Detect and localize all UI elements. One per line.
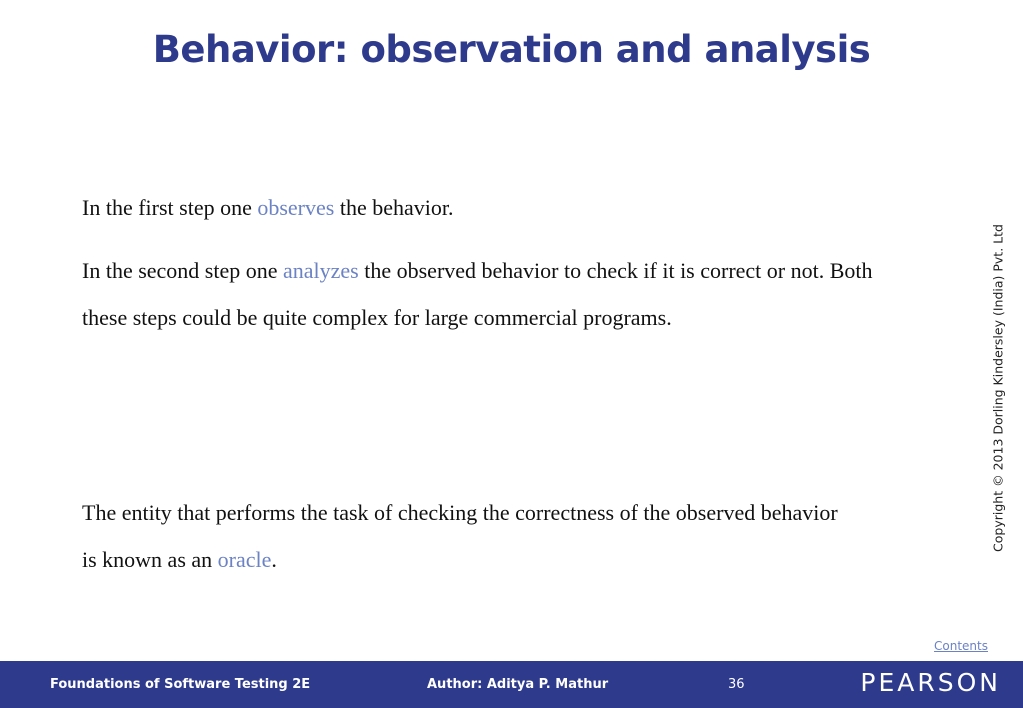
copyright-notice: Copyright © 2013 Dorling Kindersley (India) Pvt. Ltd	[990, 224, 1006, 552]
paragraph-observe-text-before: In the first step one	[82, 195, 258, 220]
paragraph-oracle-text-after: .	[271, 547, 277, 572]
contents-link[interactable]: Contents	[934, 639, 988, 653]
slide-title: Behavior: observation and analysis	[152, 28, 871, 71]
keyword-oracle: oracle	[217, 547, 272, 572]
footer-bar	[0, 661, 1023, 708]
paragraph-oracle	[82, 489, 842, 583]
page-number: 36	[728, 677, 745, 692]
keyword-analyzes: analyzes	[283, 258, 359, 283]
paragraph-analyze	[82, 247, 912, 341]
paragraph-observe-text-after: the behavior.	[334, 195, 454, 220]
paragraph-observe	[82, 184, 912, 231]
pearson-logo: PEARSON	[860, 668, 1001, 697]
footer-author: Author: Aditya P. Mathur	[427, 677, 609, 692]
paragraph-oracle-text-before: The entity that performs the task of checking the correctness of the observed behavior is known as an	[82, 500, 838, 572]
paragraph-analyze-text-after: the observed behavior to check if it is correct or not. Both these steps could be quite complex for large commercial programs.	[82, 258, 873, 330]
paragraph-analyze-text-before: In the second step one	[82, 258, 283, 283]
keyword-observes: observes	[257, 195, 335, 220]
footer-book-title: Foundations of Software Testing 2E	[50, 677, 311, 692]
